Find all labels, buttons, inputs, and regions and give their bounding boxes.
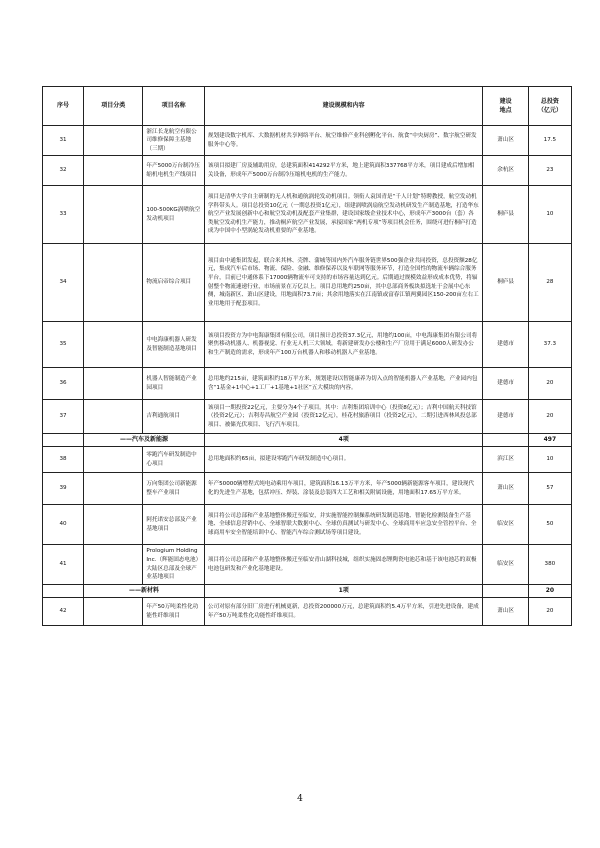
- cell-category: [84, 505, 143, 545]
- cell-location: 余杭区: [483, 156, 528, 186]
- cell-investment: 28: [528, 244, 571, 322]
- table-header-row: [43, 87, 572, 126]
- cell-name: 零跑汽车研发制造中心项目: [143, 447, 205, 473]
- cell-location: 萧山区: [483, 598, 528, 626]
- cell-name: 万向集团公司新能源整车产业项目: [143, 473, 205, 505]
- section-blank: [483, 585, 528, 598]
- cell-seq: 40: [43, 505, 84, 545]
- cell-category: [84, 400, 143, 434]
- table-row: [43, 186, 572, 244]
- cell-seq: 34: [43, 244, 84, 322]
- cell-content: 总用地面积约65亩，拟建设零跑汽车研发制造中心项目。: [204, 447, 483, 473]
- cell-seq: 32: [43, 156, 84, 186]
- cell-category: [84, 126, 143, 156]
- cell-seq: 42: [43, 598, 84, 626]
- cell-investment: 20: [528, 400, 571, 434]
- table-row: [43, 244, 572, 322]
- cell-name: Prologium Holding Inc.（辉能固态电池）大陆区总部及全球产业基地项目: [143, 545, 205, 585]
- page-number: 4: [297, 794, 303, 804]
- section-total: 20: [528, 585, 571, 598]
- section-blank: [483, 434, 528, 447]
- cell-name: 100-500KG涡喷航空发动机项目: [143, 186, 205, 244]
- header-investment: 总投资 （亿元）: [528, 87, 571, 126]
- cell-category: [84, 368, 143, 400]
- cell-content: 项目是清华大学自主研制的无人机和通航涡轮发动机项目。领衔人袁国青是“千人计划”特聘教授，航空发动机学科带头人。项目总投资10亿元（一期总投资1亿元），组建涡喷涡扇航空发动机研发生产制造基地，打造华东航空产业发展创新中心和航空发动机及配套产业集群，建设国家级企业技术中心，形成年产3000台（套）各类航空发动机生产能力，推动桐庐航空产业发展，承接国家“两机专项”等项目机会任务，围绕可进行桐庐打造成为中国中小型涡轮发动机重要的产业基地。: [204, 186, 483, 244]
- cell-name: 机器人智能制造产业园项目: [143, 368, 205, 400]
- cell-name: 吉利通航项目: [143, 400, 205, 434]
- cell-investment: 10: [528, 447, 571, 473]
- cell-investment: 20: [528, 598, 571, 626]
- cell-category: [84, 244, 143, 322]
- cell-name: 中电海康机器人研发及智能制造基地项目: [143, 322, 205, 368]
- cell-location: 临安区: [483, 545, 528, 585]
- cell-location: 建德市: [483, 368, 528, 400]
- cell-content: 项目将公司总部和产业基地整体搬迁至临安，并实施智能控制操系统研发制造基地、智能化检测装备生产基地、全球信息营销中心、全球智联大数据中心、全球仿真测试与研发中心、全球商用车应急安全管控平台、全球商用车安全智能培训中心、智能汽车综合测试场等项目建设。: [204, 505, 483, 545]
- table-row: [43, 545, 572, 585]
- cell-location: 滨江区: [483, 447, 528, 473]
- cell-seq: 35: [43, 322, 84, 368]
- header-content: 建设规模和内容: [204, 87, 483, 126]
- cell-seq: 31: [43, 126, 84, 156]
- table-row: [43, 368, 572, 400]
- cell-content: 该项目拟建厂房及辅助用房，总建筑面积414292平方米，地上建筑面积337768平方米，项目建成后增加相关设备，形成年产5000万台制冷压缩机电机的生产能力。: [204, 156, 483, 186]
- cell-investment: 10: [528, 186, 571, 244]
- cell-category: [84, 322, 143, 368]
- cell-name: 年产50万吨柔性化功能性纤维项目: [143, 598, 205, 626]
- cell-seq: 36: [43, 368, 84, 400]
- table-row: [43, 322, 572, 368]
- cell-investment: 37.3: [528, 322, 571, 368]
- cell-content: 年产50000辆增程式纯电动乘用车项目，建筑面积16.13万平方米，年产5000辆新能源客车项目，建设现代化的先进生产基地，包括冲压、焊装、涂装及总装四大工艺和相关附属设施，用地面积17.65万平方米。: [204, 473, 483, 505]
- cell-investment: 23: [528, 156, 571, 186]
- cell-seq: 37: [43, 400, 84, 434]
- cell-location: 萧山区: [483, 473, 528, 505]
- header-name: 项目名称: [143, 87, 205, 126]
- cell-name: 物流启帝综合项目: [143, 244, 205, 322]
- table-row: [43, 505, 572, 545]
- section-count: 4项: [204, 434, 483, 447]
- section-total: 497: [528, 434, 571, 447]
- cell-content: 该项目一期投资22亿元，主要分为4个子项目。其中：吉利集团培训中心（投资8亿元）；吉利中国航天科技馆（投资2亿元）；吉利寿昌航空产业园（投资12亿元），桂花村旅游项目（投资2亿元），二期引进西林风投总部项目、被储光伏项目、飞行汽车项目。: [204, 400, 483, 434]
- cell-category: [84, 545, 143, 585]
- table-row: [43, 400, 572, 434]
- cell-investment: 17.5: [528, 126, 571, 156]
- cell-location: 桐庐县: [483, 244, 528, 322]
- cell-seq: 33: [43, 186, 84, 244]
- cell-investment: 20: [528, 368, 571, 400]
- cell-seq: 39: [43, 473, 84, 505]
- cell-content: 公司对原有部分旧厂房进行机械更新，总投资200000万元，总建筑面积约5.4万平方米，引进先进设备，建成年产50万吨柔性化功能性纤维项目。: [204, 598, 483, 626]
- table-row: [43, 447, 572, 473]
- cell-location: 萧山区: [483, 126, 528, 156]
- cell-content: 该项目投资方为中电海康集团有限公司，项目预计总投资37.3亿元，用地约100亩，中电海康集团有限公司将聚焦移动机器人、机器视觉、行业无人机三大领域，将新建研发办公楼和生产厂房用于满足6000人研发办公和生产制造的需求，形成年产100万台机器人和移动机器人产业基地。: [204, 322, 483, 368]
- cell-location: 建德市: [483, 322, 528, 368]
- cell-content: 项目由中通集团发起，联合米其林、壳牌、蒲城等国内外汽车服务链世界500强企业共同投资，总投资额28亿元，集成汽车后市场、物流、保险、金融、维修保养以及车联网等服务环节，打造全国性的物流车辆综合服务平台，目前已中通体系下17000辆物流车可支持的市场容量达到亿元。后期通过规模效益形成成本优势，将辐射整个物流速递行业，市场前景在万亿以上。项目总用地约250亩，其中总部商务板块拟选址于会展中心东侧，城南新区、萧山区建设，用地面积73.7亩；其余用地落实在江南镇或富春江镇两翼园区150-200亩左右工业用地用于配套项目。: [204, 244, 483, 322]
- cell-name: 浙江长龙航空有限公司维修保障主基地（三期）: [143, 126, 205, 156]
- cell-location: 临安区: [483, 505, 528, 545]
- cell-category: [84, 186, 143, 244]
- section-blank: [43, 585, 84, 598]
- section-category: ——新材料: [84, 585, 205, 598]
- cell-investment: 50: [528, 505, 571, 545]
- header-seq: 序号: [43, 87, 84, 126]
- table-row: [43, 156, 572, 186]
- cell-content: 规划建设数字机库、大数据机材共享网络平台、航空维修产业科创孵化平台、航食“中央厨房”、数字航空研发服务中心等。: [204, 126, 483, 156]
- table-row: [43, 598, 572, 626]
- cell-category: [84, 598, 143, 626]
- section-category: ——汽车及新能源: [84, 434, 205, 447]
- section-row: [43, 434, 572, 447]
- cell-category: [84, 447, 143, 473]
- cell-content: 总用地约215亩，建筑面积约18万平方米，规划建设以智能康养为切入点的智能机器人产业基地，产业园内包含“1基金+1中心+1工厂+1基地+1社区”五大模块的内容。: [204, 368, 483, 400]
- cell-content: 项目将公司总部和产业基地整体搬迁至临安青山湖科技城，组织实施固态锂陶瓷电池芯和基于该电池芯的双极电池包研发和产业化基地建设。: [204, 545, 483, 585]
- cell-name: 阿托诺安总部及产业基地项目: [143, 505, 205, 545]
- cell-location: 建德市: [483, 400, 528, 434]
- section-row: [43, 585, 572, 598]
- section-count: 1项: [204, 585, 483, 598]
- cell-seq: 38: [43, 447, 84, 473]
- cell-investment: 57: [528, 473, 571, 505]
- section-blank: [43, 434, 84, 447]
- header-location: 建设 地点: [483, 87, 528, 126]
- cell-seq: 41: [43, 545, 84, 585]
- cell-investment: 380: [528, 545, 571, 585]
- cell-location: 桐庐县: [483, 186, 528, 244]
- project-table: [42, 86, 572, 626]
- cell-category: [84, 156, 143, 186]
- header-category: 项目分类: [84, 87, 143, 126]
- table-row: [43, 126, 572, 156]
- cell-category: [84, 473, 143, 505]
- cell-name: 年产5000万台制冷压缩机电机生产线项目: [143, 156, 205, 186]
- table-row: [43, 473, 572, 505]
